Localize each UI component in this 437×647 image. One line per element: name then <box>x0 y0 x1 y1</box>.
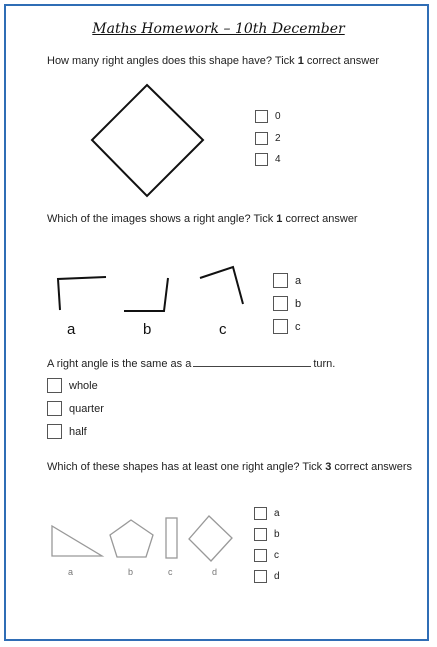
question-3-prompt: A right angle is the same as a turn. <box>47 358 336 370</box>
checkbox[interactable] <box>254 570 267 583</box>
shape-label-a: a <box>68 567 74 577</box>
q2-option-b[interactable]: b <box>273 296 301 311</box>
checkbox[interactable] <box>254 528 267 541</box>
image-label-b: b <box>143 321 152 338</box>
worksheet-title: Maths Homework – 10th December <box>92 21 345 37</box>
checkbox[interactable] <box>254 549 267 562</box>
q4-option-d[interactable]: d <box>254 570 280 583</box>
shape-c-rectangle <box>166 518 177 558</box>
shape-label-d: d <box>212 567 218 577</box>
q2-option-c[interactable]: c <box>273 319 301 334</box>
q3-option-whole[interactable]: whole <box>47 378 98 393</box>
q3-option-half[interactable]: half <box>47 424 87 439</box>
shape-label-c: c <box>168 567 173 577</box>
image-label-c: c <box>219 321 227 338</box>
question-4-prompt: Which of these shapes has at least one right angle? Tick 3 correct answers <box>47 461 413 473</box>
question-1-prompt: How many right angles does this shape have? Tick 1 correct answer <box>47 55 380 67</box>
q2-option-a[interactable]: a <box>273 273 301 288</box>
shape-a-triangle <box>52 526 102 556</box>
q4-option-a[interactable]: a <box>254 507 280 520</box>
q4-option-b[interactable]: b <box>254 528 280 541</box>
q1-option-4[interactable]: 4 <box>255 153 281 166</box>
q1-option-2[interactable]: 2 <box>255 132 281 145</box>
q1-option-0[interactable]: 0 <box>255 110 281 123</box>
q3-option-quarter[interactable]: quarter <box>47 401 104 416</box>
q4-option-c[interactable]: c <box>254 549 279 562</box>
shape-b-pentagon <box>110 520 153 557</box>
checkbox[interactable] <box>254 507 267 520</box>
image-label-a: a <box>67 321 76 338</box>
question-2-prompt: Which of the images shows a right angle? Tick 1 correct answer <box>47 213 358 225</box>
shape-d-square <box>189 516 232 561</box>
shape-label-b: b <box>128 567 134 577</box>
